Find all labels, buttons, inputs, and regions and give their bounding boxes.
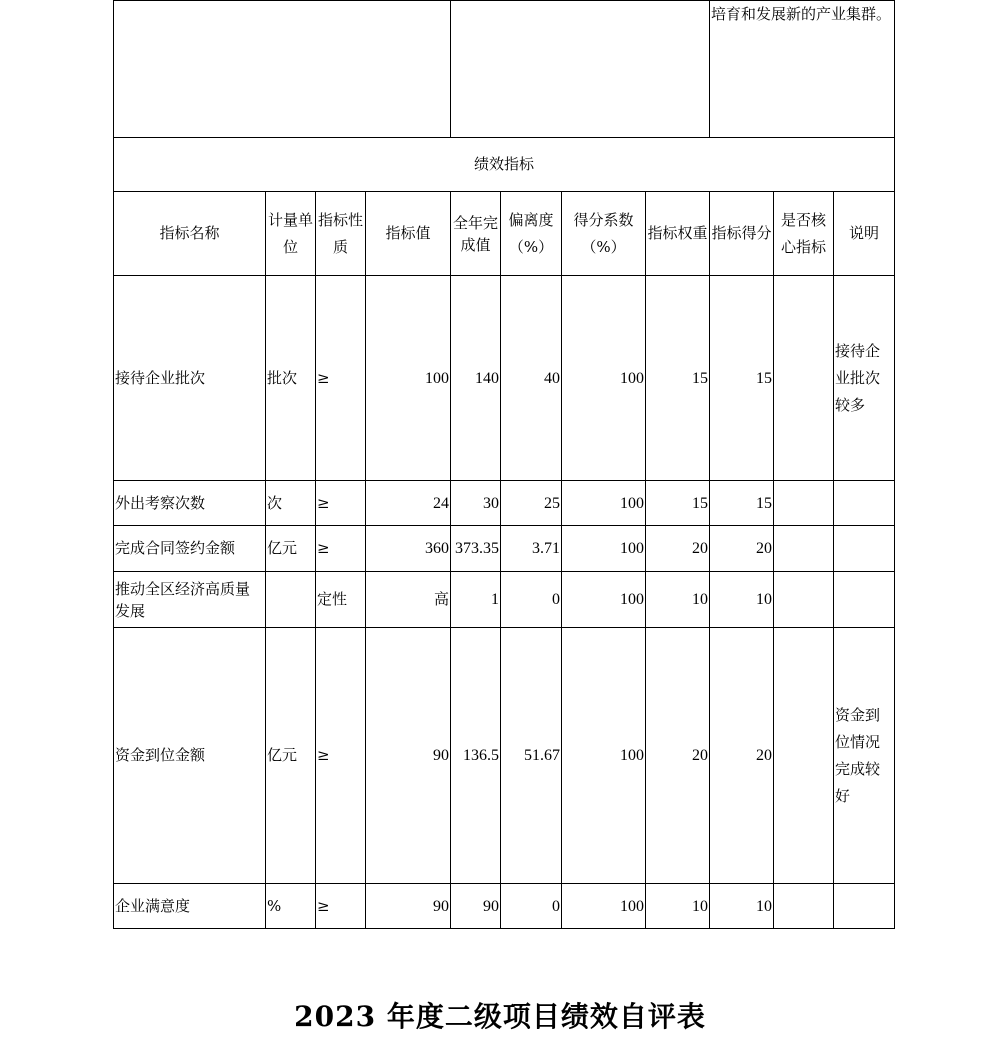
indicator-name: 接待企业批次 (114, 276, 266, 481)
core-cell (774, 884, 834, 929)
target-cell: 90 (366, 884, 451, 929)
deviation-cell: 0 (501, 884, 562, 929)
deviation-cell: 0 (501, 572, 562, 628)
weight-cell: 10 (646, 572, 710, 628)
unit-cell (266, 572, 316, 628)
header-row (114, 192, 895, 276)
header-weight: 指标权重 (646, 192, 710, 276)
actual-cell: 90 (451, 884, 501, 929)
header-name: 指标名称 (114, 192, 266, 276)
performance-table (113, 0, 895, 929)
indicator-name: 完成合同签约金额 (114, 526, 266, 572)
core-cell (774, 481, 834, 526)
continuation-cell-2 (451, 1, 710, 138)
unit-cell: 亿元 (266, 526, 316, 572)
nature-cell: ≥ (316, 884, 366, 929)
nature-cell: ≥ (316, 481, 366, 526)
deviation-cell: 3.71 (501, 526, 562, 572)
table-row (114, 884, 895, 929)
actual-cell: 30 (451, 481, 501, 526)
indicator-name: 推动全区经济高质量发展 (114, 572, 266, 628)
deviation-cell: 25 (501, 481, 562, 526)
header-target: 指标值 (366, 192, 451, 276)
deviation-cell: 51.67 (501, 628, 562, 884)
score-cell: 15 (710, 481, 774, 526)
weight-cell: 15 (646, 481, 710, 526)
indicator-name: 企业满意度 (114, 884, 266, 929)
score-cell: 15 (710, 276, 774, 481)
header-core: 是否核心指标 (774, 192, 834, 276)
nature-cell: ≥ (316, 526, 366, 572)
note-cell (834, 572, 895, 628)
unit-cell: 次 (266, 481, 316, 526)
unit-cell: 批次 (266, 276, 316, 481)
weight-cell: 15 (646, 276, 710, 481)
header-actual: 全年完成值 (451, 192, 501, 276)
table-row (114, 628, 895, 884)
target-cell: 360 (366, 526, 451, 572)
continuation-cell-3: 培育和发展新的产业集群。 (710, 1, 895, 138)
target-cell: 100 (366, 276, 451, 481)
coef-cell: 100 (562, 572, 646, 628)
coef-cell: 100 (562, 276, 646, 481)
coef-cell: 100 (562, 628, 646, 884)
header-score: 指标得分 (710, 192, 774, 276)
table-row (114, 526, 895, 572)
core-cell (774, 628, 834, 884)
score-cell: 10 (710, 884, 774, 929)
score-cell: 20 (710, 526, 774, 572)
indicator-name: 资金到位金额 (114, 628, 266, 884)
note-cell: 接待企业批次较多 (834, 276, 895, 481)
coef-cell: 100 (562, 481, 646, 526)
deviation-cell: 40 (501, 276, 562, 481)
target-cell: 高 (366, 572, 451, 628)
weight-cell: 20 (646, 628, 710, 884)
score-cell: 10 (710, 572, 774, 628)
table-row (114, 481, 895, 526)
nature-cell: ≥ (316, 628, 366, 884)
header-unit: 计量单位 (266, 192, 316, 276)
section-title: 绩效指标 (114, 138, 895, 192)
continuation-cell-1 (114, 1, 451, 138)
note-cell (834, 526, 895, 572)
table-row (114, 572, 895, 628)
nature-cell: ≥ (316, 276, 366, 481)
note-cell (834, 884, 895, 929)
score-cell: 20 (710, 628, 774, 884)
target-cell: 24 (366, 481, 451, 526)
core-cell (774, 276, 834, 481)
core-cell (774, 572, 834, 628)
note-cell: 资金到位情况完成较好 (834, 628, 895, 884)
actual-cell: 373.35 (451, 526, 501, 572)
core-cell (774, 526, 834, 572)
continuation-row (114, 1, 895, 138)
weight-cell: 20 (646, 526, 710, 572)
table-row (114, 276, 895, 481)
page-title: 2023 年度二级项目绩效自评表 (294, 1000, 706, 1033)
actual-cell: 1 (451, 572, 501, 628)
weight-cell: 10 (646, 884, 710, 929)
header-deviation: 偏离度（%） (501, 192, 562, 276)
header-coef: 得分系数（%） (562, 192, 646, 276)
actual-cell: 140 (451, 276, 501, 481)
unit-cell: 亿元 (266, 628, 316, 884)
target-cell: 90 (366, 628, 451, 884)
indicator-name: 外出考察次数 (114, 481, 266, 526)
section-heading-row (114, 138, 895, 192)
actual-cell: 136.5 (451, 628, 501, 884)
header-note: 说明 (834, 192, 895, 276)
header-nature: 指标性质 (316, 192, 366, 276)
coef-cell: 100 (562, 526, 646, 572)
nature-cell: 定性 (316, 572, 366, 628)
coef-cell: 100 (562, 884, 646, 929)
note-cell (834, 481, 895, 526)
unit-cell: % (266, 884, 316, 929)
